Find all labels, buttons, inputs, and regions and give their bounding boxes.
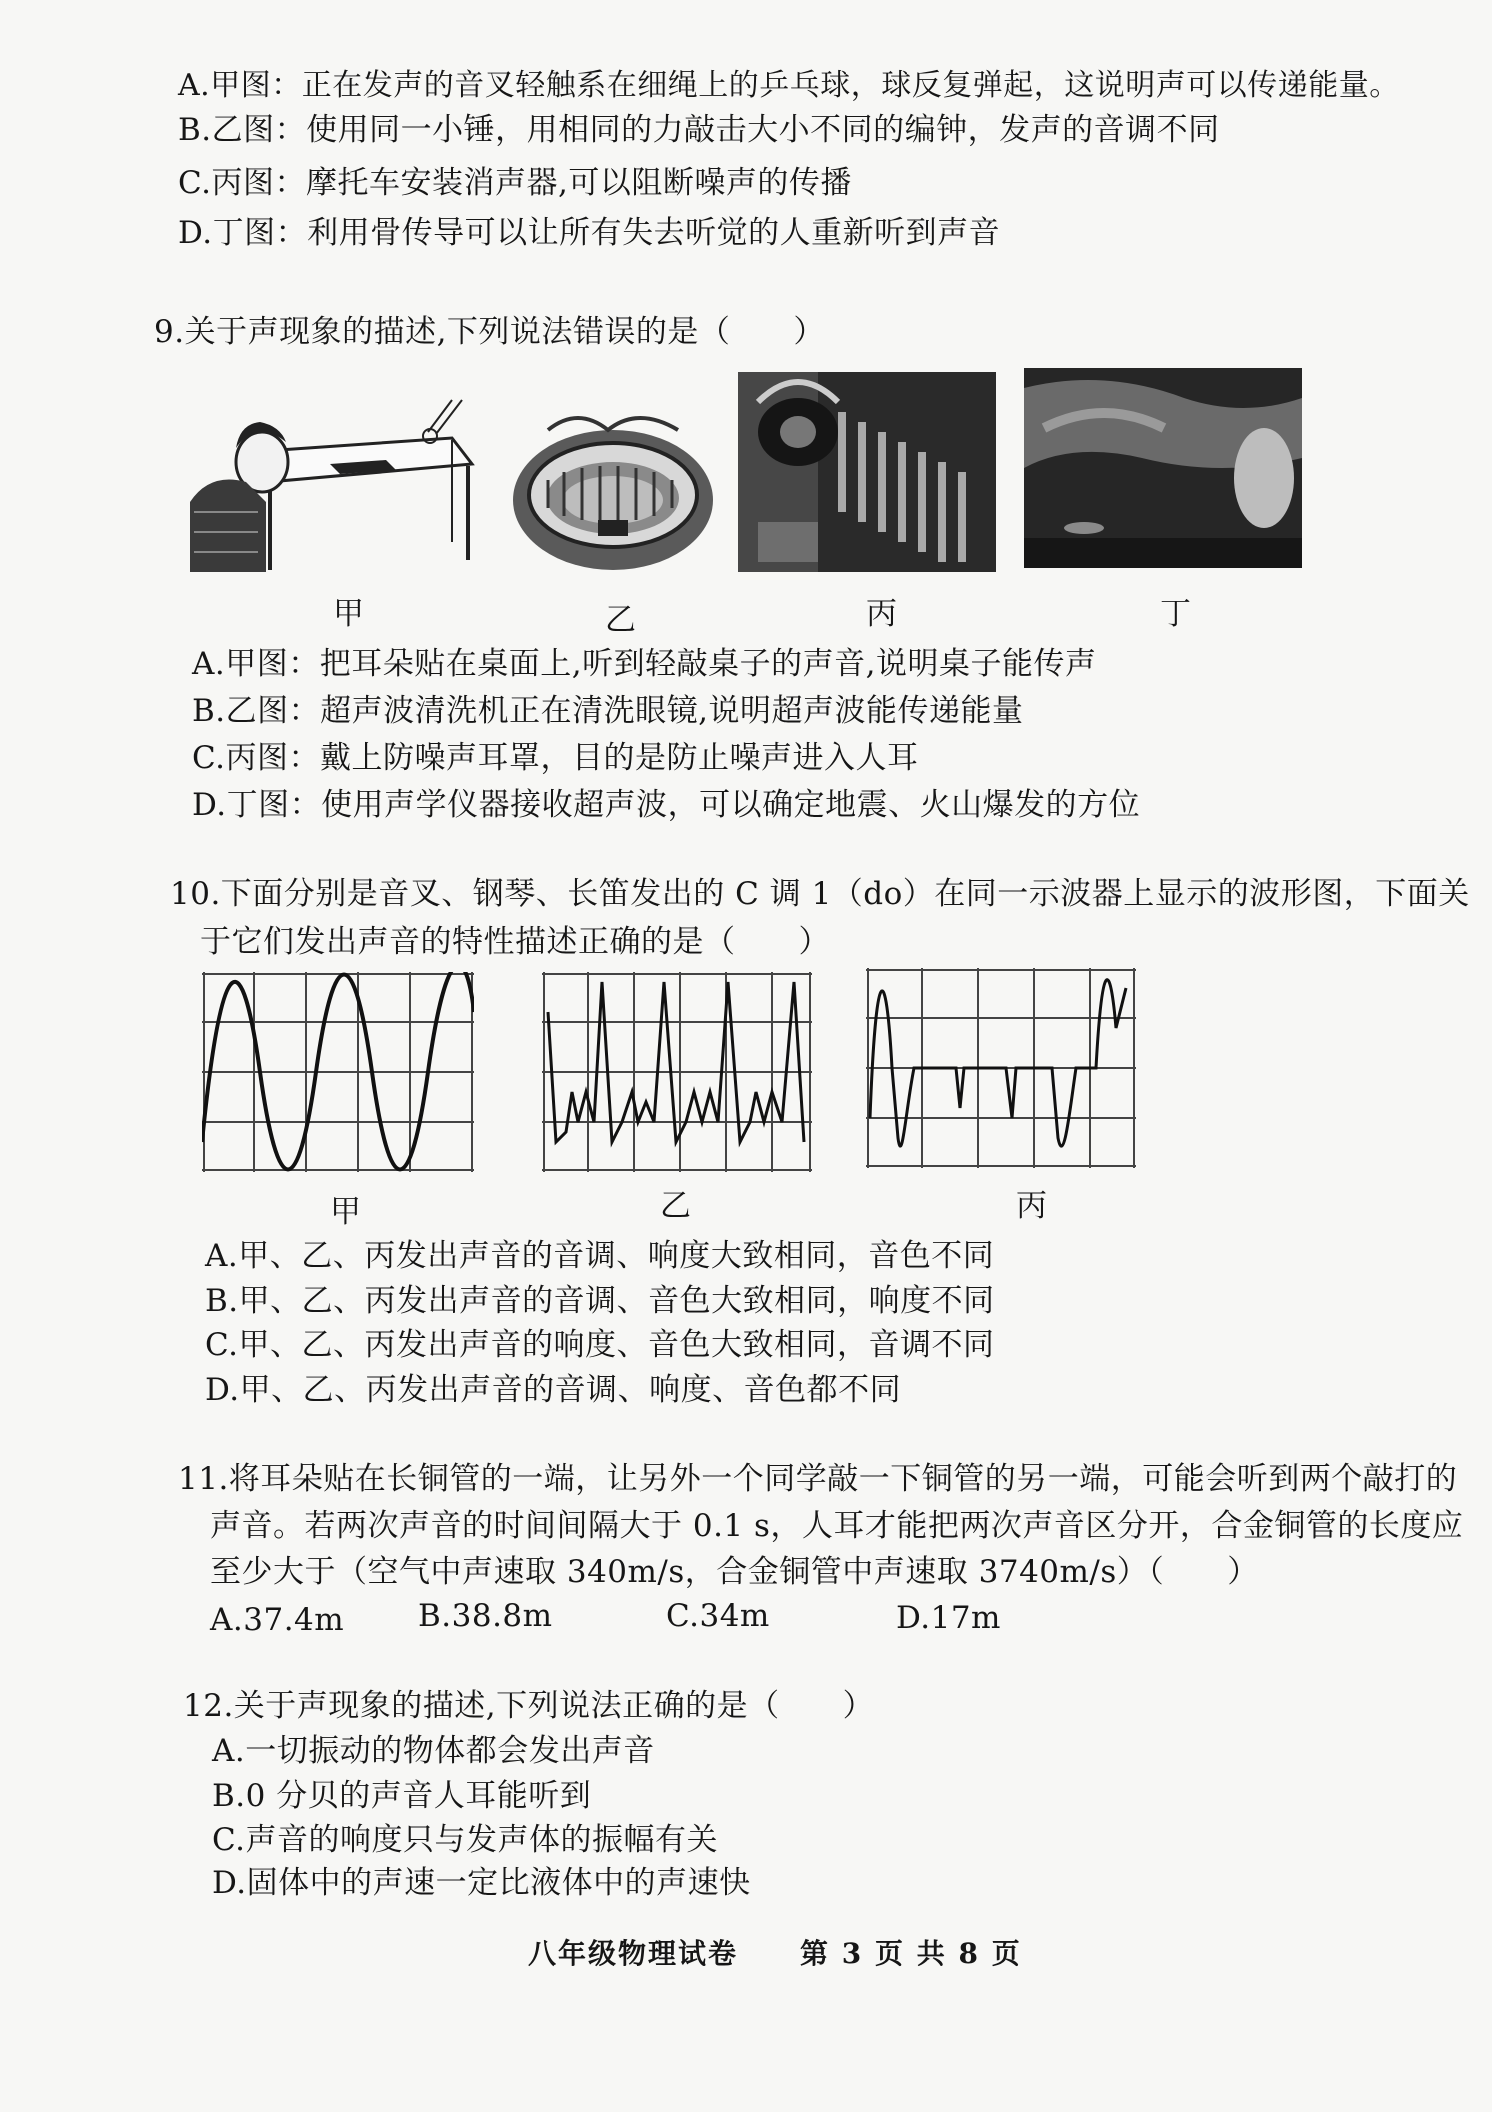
q10-option-b: B.甲、乙、丙发出声音的音调、音色大致相同，响度不同 (205, 1283, 995, 1319)
q9-option-d: D.丁图：使用声学仪器接收超声波，可以确定地震、火山爆发的方位 (192, 787, 1141, 823)
q8-option-d: D.丁图：利用骨传导可以让所有失去听觉的人重新听到声音 (178, 215, 1001, 251)
q10-waveform-bing-flute (866, 968, 1136, 1168)
q12-option-b: B.0 分贝的声音人耳能听到 (212, 1778, 592, 1814)
q9-caption-bing: 丙 (866, 596, 897, 632)
q9-figure-bing-earmuff-photo (738, 372, 996, 572)
footer-page-info: 第 3 页 共 8 页 (800, 1937, 1022, 1970)
q10-option-d: D.甲、乙、丙发出声音的音调、响度、音色都不同 (205, 1372, 902, 1408)
q11-stem-line1: 11.将耳朵贴在长铜管的一端，让另外一个同学敲一下铜管的另一端，可能会听到两个敲打的 (178, 1461, 1458, 1497)
q9-figure-ding-volcano-photo (1024, 368, 1302, 568)
q8-option-a: A.甲图：正在发声的音叉轻触系在细绳上的乒乓球，球反复弹起，这说明声可以传递能量。 (178, 68, 1400, 103)
q9-stem: 9.关于声现象的描述,下列说法错误的是（ ） (154, 314, 825, 350)
q12-stem: 12.关于声现象的描述,下列说法正确的是（ ） (183, 1688, 875, 1724)
q9-option-b: B.乙图：超声波清洗机正在清洗眼镜,说明超声波能传递能量 (192, 693, 1024, 729)
q8-option-c: C.丙图：摩托车安装消声器,可以阻断噪声的传播 (178, 165, 852, 201)
q10-waveform-yi-piano (542, 972, 812, 1172)
q12-option-c: C.声音的响度只与发声体的振幅有关 (212, 1822, 718, 1858)
q11-option-d: D.17m (896, 1600, 1001, 1636)
q8-option-b: B.乙图：使用同一小锤，用相同的力敲击大小不同的编钟，发声的音调不同 (178, 112, 1220, 148)
q9-figure-yi-ultrasonic-cleaner (508, 400, 718, 575)
q11-stem-line3: 至少大于（空气中声速取 340m/s，合金铜管中声速取 3740m/s）（ ） (210, 1554, 1259, 1590)
q11-stem-line2: 声音。若两次声音的时间间隔大于 0.1 s，人耳才能把两次声音区分开，合金铜管的长度应 (210, 1508, 1464, 1544)
q10-option-a: A.甲、乙、丙发出声音的音调、响度大致相同，音色不同 (205, 1238, 995, 1274)
q9-figure-jia-table (190, 392, 480, 577)
q9-option-c: C.丙图：戴上防噪声耳罩，目的是防止噪声进入人耳 (192, 740, 919, 776)
q10-caption-jia: 甲 (330, 1194, 361, 1230)
q10-caption-bing: 丙 (1016, 1188, 1047, 1224)
q9-caption-yi: 乙 (605, 602, 636, 638)
footer-exam-name: 八年级物理试卷 (528, 1937, 739, 1970)
q9-option-a: A.甲图：把耳朵贴在桌面上,听到轻敲桌子的声音,说明桌子能传声 (192, 646, 1097, 682)
q12-option-d: D.固体中的声速一定比液体中的声速快 (212, 1865, 751, 1901)
q9-caption-ding: 丁 (1160, 596, 1191, 632)
q10-stem-line2: 于它们发出声音的特性描述正确的是（ ） (200, 924, 830, 960)
q12-option-a: A.一切振动的物体都会发出声音 (212, 1733, 655, 1769)
q11-option-c: C.34m (666, 1598, 770, 1634)
q9-caption-jia: 甲 (333, 596, 364, 632)
q10-caption-yi: 乙 (660, 1188, 691, 1224)
q10-stem-line1: 10.下面分别是音叉、钢琴、长笛发出的 C 调 1（do）在同一示波器上显示的波形图，下面关 (170, 876, 1470, 912)
q10-waveform-jia-tuning-fork (202, 972, 474, 1172)
q11-option-b: B.38.8m (418, 1598, 553, 1634)
q11-option-a: A.37.4m (210, 1602, 345, 1638)
q10-option-c: C.甲、乙、丙发出声音的响度、音色大致相同，音调不同 (205, 1327, 995, 1363)
